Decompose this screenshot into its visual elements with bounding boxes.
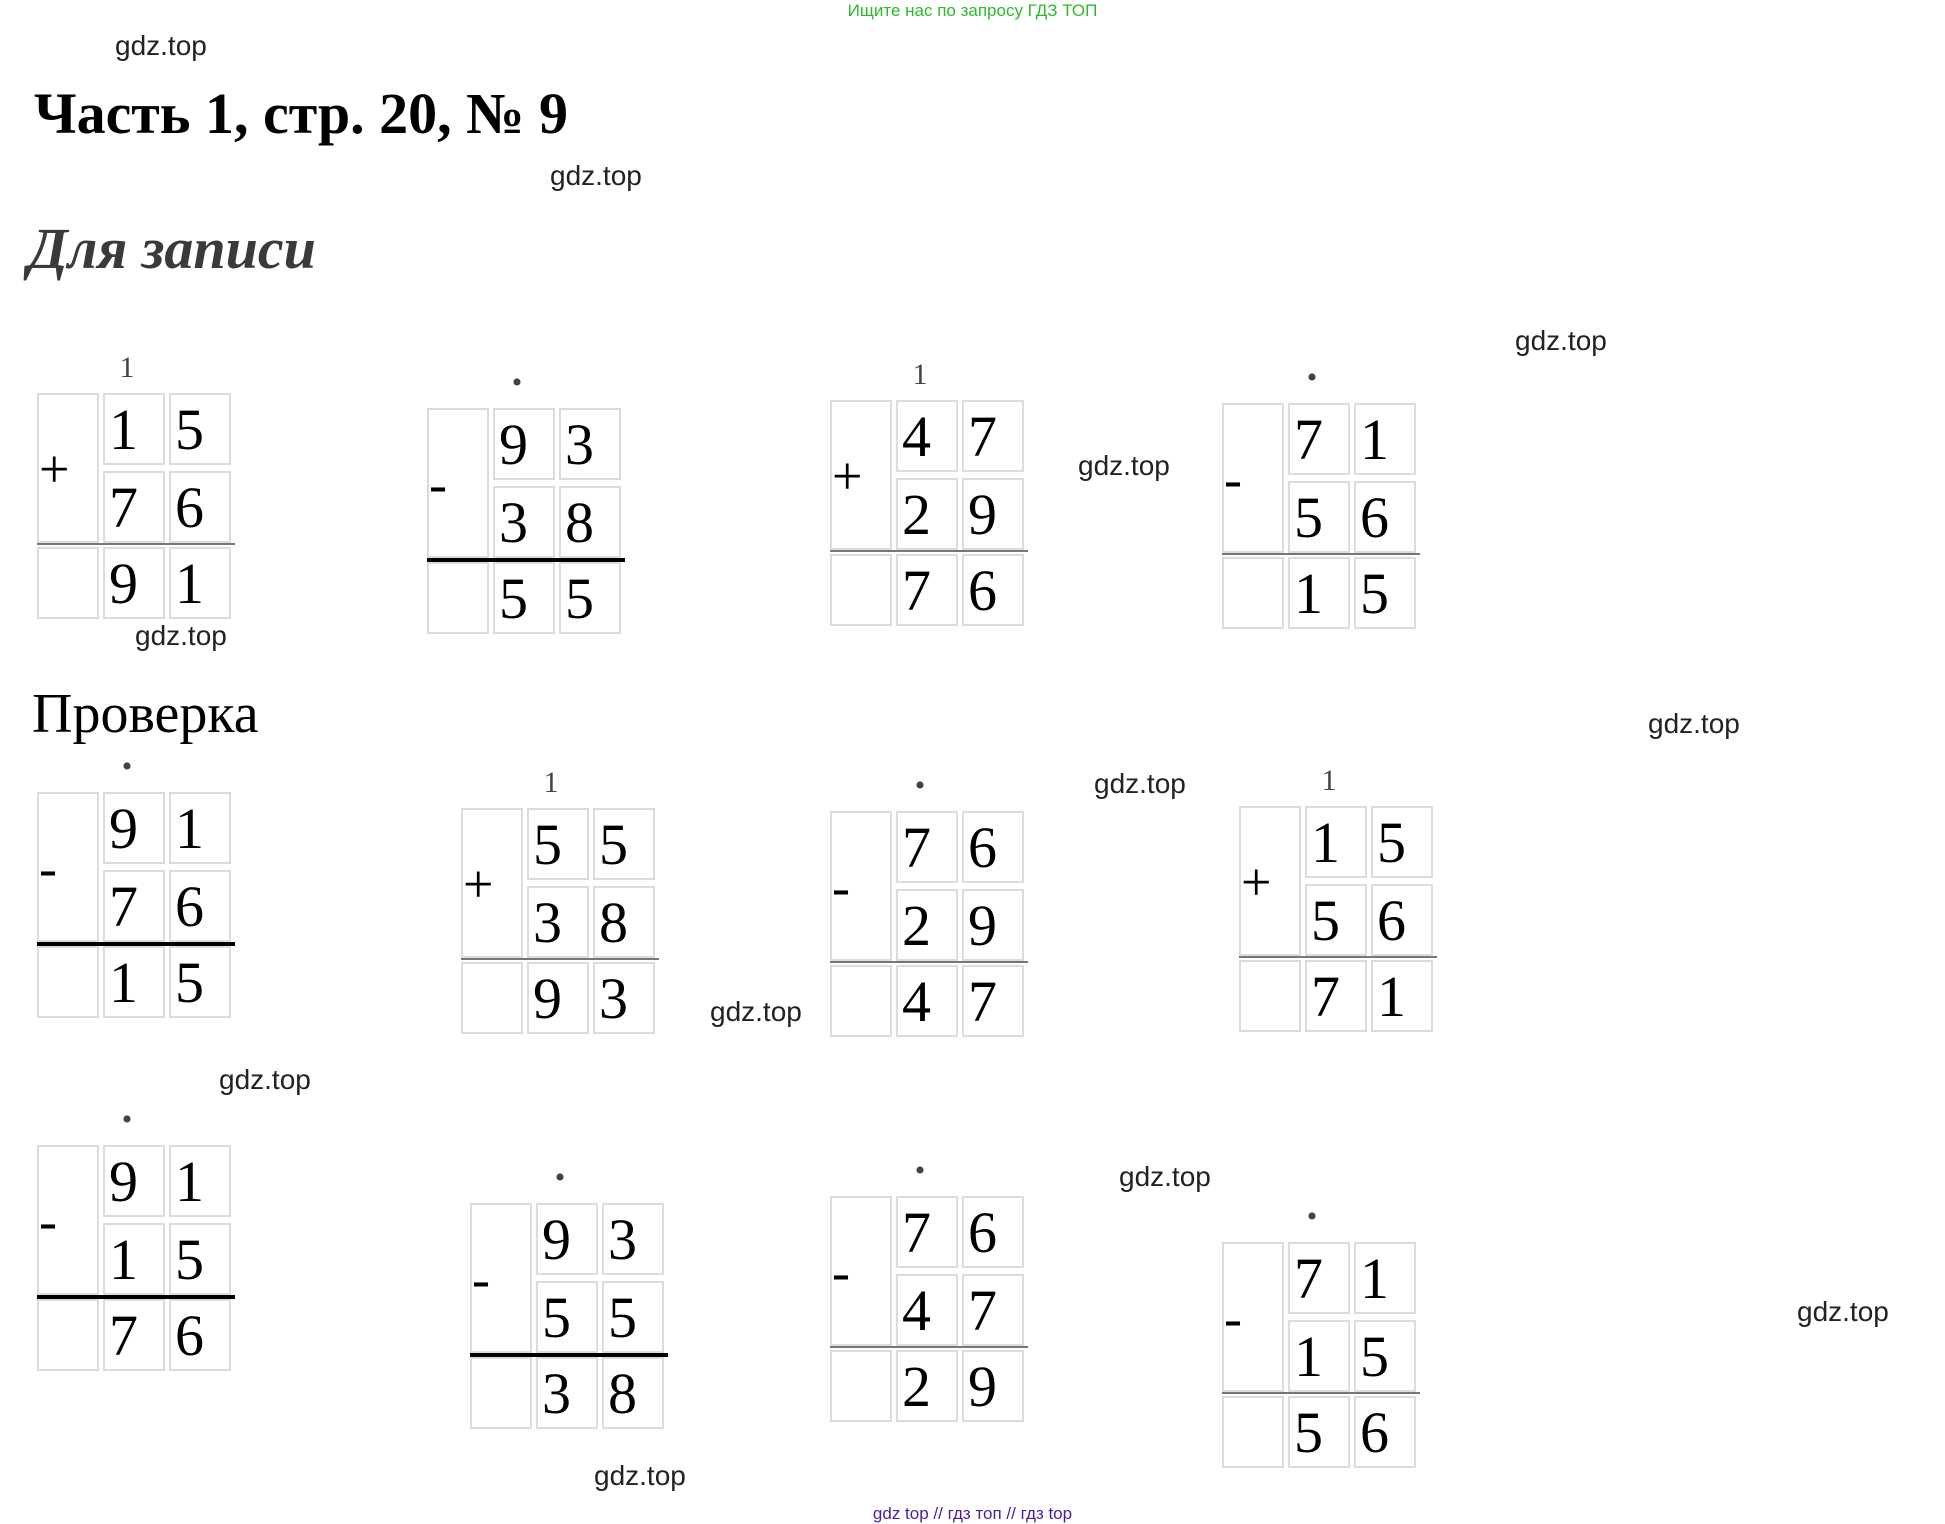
first-operand-digit: 7	[962, 400, 1024, 472]
result-digit: 8	[602, 1357, 664, 1429]
first-operand-digit: 5	[527, 808, 589, 880]
watermark: gdz.top	[1648, 708, 1740, 739]
second-operand-digit: 7	[103, 870, 165, 942]
second-operand-digit: 5	[169, 1223, 231, 1295]
result-line	[470, 1353, 668, 1357]
result-empty-cell	[830, 554, 892, 626]
result-digit: 7	[1305, 960, 1367, 1032]
first-operand-digit: 1	[103, 393, 165, 465]
first-operand-digit: 3	[559, 408, 621, 480]
first-operand-digit: 9	[536, 1203, 598, 1275]
result-line	[830, 961, 1028, 963]
first-operand-digit: 5	[1371, 806, 1433, 878]
column-calculation	[1222, 1200, 1422, 1468]
borrow-dot: •	[121, 1103, 133, 1136]
borrow-dot: •	[914, 769, 926, 802]
first-operand-digit: 1	[1354, 403, 1416, 475]
result-line	[427, 558, 625, 562]
second-operand-digit: 9	[962, 478, 1024, 550]
minus-sign: -	[832, 857, 850, 917]
first-operand-digit: 7	[896, 811, 958, 883]
second-operand-digit: 5	[1288, 481, 1350, 553]
section-title-record: Для записи	[28, 216, 316, 281]
result-empty-cell	[37, 547, 99, 619]
result-line	[37, 1295, 235, 1299]
carry-mark: 1	[1321, 764, 1337, 797]
first-operand-digit: 5	[169, 393, 231, 465]
result-line	[37, 942, 235, 946]
result-digit: 9	[962, 1350, 1024, 1422]
minus-sign: -	[1224, 449, 1242, 509]
minus-sign: -	[429, 454, 447, 514]
first-operand-digit: 9	[493, 408, 555, 480]
second-operand-digit: 7	[103, 471, 165, 543]
column-calculation	[1239, 764, 1439, 1032]
result-digit: 1	[1371, 960, 1433, 1032]
result-empty-cell	[1222, 557, 1284, 629]
second-operand-digit: 1	[103, 1223, 165, 1295]
minus-sign: -	[39, 1191, 57, 1251]
watermark: gdz.top	[594, 1460, 686, 1491]
first-operand-digit: 1	[1305, 806, 1367, 878]
first-operand-digit: 3	[602, 1203, 664, 1275]
result-digit: 5	[559, 562, 621, 634]
watermark: gdz.top	[1119, 1161, 1211, 1192]
result-digit: 5	[1288, 1396, 1350, 1468]
bottom-links[interactable]: gdz top // гдз топ // гдз top	[872, 1504, 1073, 1523]
result-digit: 6	[962, 554, 1024, 626]
result-empty-cell	[427, 562, 489, 634]
result-empty-cell	[1239, 960, 1301, 1032]
plus-sign: +	[1241, 852, 1272, 912]
minus-sign: -	[832, 1242, 850, 1302]
borrow-dot: •	[914, 1154, 926, 1187]
result-digit: 2	[896, 1350, 958, 1422]
column-calculation	[830, 358, 1030, 626]
first-operand-digit: 7	[1288, 403, 1350, 475]
first-operand-digit: 7	[1288, 1242, 1350, 1314]
watermark: gdz.top	[710, 996, 802, 1027]
result-digit: 7	[103, 1299, 165, 1371]
second-operand-digit: 8	[593, 886, 655, 958]
result-digit: 6	[169, 1299, 231, 1371]
first-operand-digit: 9	[103, 792, 165, 864]
result-digit: 5	[1354, 557, 1416, 629]
watermark: gdz.top	[550, 160, 642, 191]
watermark: gdz.top	[1078, 450, 1170, 481]
carry-mark: 1	[912, 358, 928, 391]
second-operand-digit: 2	[896, 478, 958, 550]
result-digit: 3	[536, 1357, 598, 1429]
result-empty-cell	[830, 965, 892, 1037]
column-calculation	[461, 766, 661, 1034]
first-operand-digit: 1	[169, 792, 231, 864]
minus-sign: -	[1224, 1288, 1242, 1348]
result-line	[1222, 1392, 1420, 1394]
result-digit: 9	[103, 547, 165, 619]
second-operand-digit: 5	[536, 1281, 598, 1353]
first-operand-digit: 1	[169, 1145, 231, 1217]
result-digit: 1	[169, 547, 231, 619]
result-digit: 1	[1288, 557, 1350, 629]
watermark: gdz.top	[135, 620, 227, 651]
first-operand-digit: 6	[962, 811, 1024, 883]
minus-sign: -	[39, 838, 57, 898]
watermark: gdz.top	[1515, 325, 1607, 356]
borrow-dot: •	[554, 1161, 566, 1194]
plus-sign: +	[832, 446, 863, 506]
result-line	[830, 1346, 1028, 1348]
carry-mark: 1	[119, 351, 135, 384]
carry-mark: 1	[543, 766, 559, 799]
column-calculation	[37, 351, 237, 619]
second-operand-digit: 6	[169, 870, 231, 942]
first-operand-digit: 5	[593, 808, 655, 880]
result-digit: 9	[527, 962, 589, 1034]
first-operand-digit: 1	[1354, 1242, 1416, 1314]
second-operand-digit: 7	[962, 1274, 1024, 1346]
result-empty-cell	[37, 1299, 99, 1371]
result-digit: 4	[896, 965, 958, 1037]
result-empty-cell	[1222, 1396, 1284, 1468]
result-digit: 7	[896, 554, 958, 626]
watermark: gdz.top	[115, 30, 207, 61]
result-empty-cell	[830, 1350, 892, 1422]
result-empty-cell	[461, 962, 523, 1034]
column-calculation	[830, 769, 1030, 1037]
plus-sign: +	[463, 854, 494, 914]
result-line	[1222, 553, 1420, 555]
result-line	[37, 543, 235, 545]
result-line	[830, 550, 1028, 552]
plus-sign: +	[39, 439, 70, 499]
result-digit: 3	[593, 962, 655, 1034]
result-empty-cell	[470, 1357, 532, 1429]
first-operand-digit: 9	[103, 1145, 165, 1217]
second-operand-digit: 8	[559, 486, 621, 558]
first-operand-digit: 7	[896, 1196, 958, 1268]
result-digit: 5	[493, 562, 555, 634]
second-operand-digit: 2	[896, 889, 958, 961]
result-empty-cell	[37, 946, 99, 1018]
borrow-dot: •	[511, 366, 523, 399]
second-operand-digit: 5	[1354, 1320, 1416, 1392]
result-line	[1239, 956, 1437, 958]
column-calculation	[37, 1103, 237, 1371]
column-calculation	[37, 750, 237, 1018]
second-operand-digit: 6	[169, 471, 231, 543]
first-operand-digit: 6	[962, 1196, 1024, 1268]
second-operand-digit: 6	[1371, 884, 1433, 956]
borrow-dot: •	[1306, 361, 1318, 394]
column-calculation	[427, 366, 627, 634]
minus-sign: -	[472, 1249, 490, 1309]
column-calculation	[830, 1154, 1030, 1422]
section-title-check: Проверка	[32, 683, 259, 745]
watermark: gdz.top	[219, 1064, 311, 1095]
second-operand-digit: 9	[962, 889, 1024, 961]
page-title: Часть 1, стр. 20, № 9	[34, 81, 568, 146]
column-calculation	[470, 1161, 670, 1429]
column-calculation	[1222, 361, 1422, 629]
borrow-dot: •	[1306, 1200, 1318, 1233]
result-line	[461, 958, 659, 960]
second-operand-digit: 5	[602, 1281, 664, 1353]
watermark: gdz.top	[1094, 768, 1186, 799]
second-operand-digit: 5	[1305, 884, 1367, 956]
second-operand-digit: 3	[493, 486, 555, 558]
first-operand-digit: 4	[896, 400, 958, 472]
result-digit: 7	[962, 965, 1024, 1037]
second-operand-digit: 4	[896, 1274, 958, 1346]
watermark: gdz.top	[1797, 1296, 1889, 1327]
second-operand-digit: 1	[1288, 1320, 1350, 1392]
top-banner: Ищите нас по запросу ГДЗ ТОП	[847, 1, 1098, 20]
result-digit: 1	[103, 946, 165, 1018]
borrow-dot: •	[121, 750, 133, 783]
second-operand-digit: 3	[527, 886, 589, 958]
result-digit: 6	[1354, 1396, 1416, 1468]
second-operand-digit: 6	[1354, 481, 1416, 553]
result-digit: 5	[169, 946, 231, 1018]
